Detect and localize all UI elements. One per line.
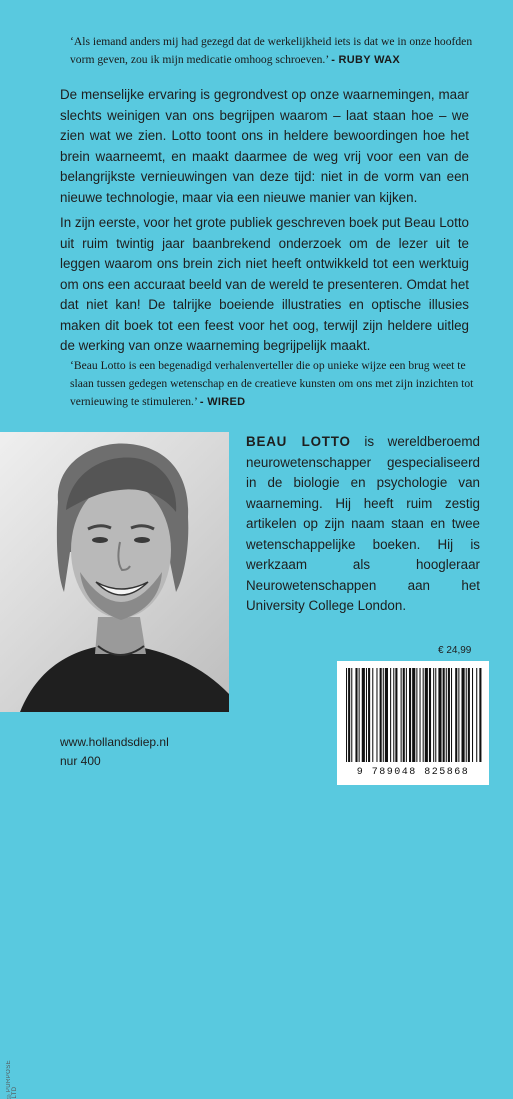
barcode-bar xyxy=(429,668,431,762)
barcode-bar xyxy=(366,668,367,762)
barcode-bar xyxy=(425,668,428,762)
barcode-bar xyxy=(385,668,388,762)
quote-text: ‘Als iemand anders mij had gezegd dat de werkelijkheid iets is dat we in onze hoofden vorm geven, zou ik mijn medicatie omhoog schroeven.’ xyxy=(70,35,473,66)
barcode-bar xyxy=(458,668,459,762)
barcode-bar xyxy=(435,668,436,762)
barcode-bar xyxy=(346,668,347,762)
barcode-bar xyxy=(412,668,415,762)
barcode-bar xyxy=(455,668,457,762)
barcode-bar xyxy=(420,668,421,762)
author-name: BEAU LOTTO xyxy=(246,434,351,449)
isbn-barcode xyxy=(337,661,489,785)
barcode-bar xyxy=(362,668,365,762)
barcode-bar xyxy=(433,668,434,762)
barcode-bar xyxy=(448,668,450,762)
price-label: € 24,99 xyxy=(438,645,472,656)
barcode-bar xyxy=(468,668,470,762)
barcode-bar xyxy=(451,668,452,762)
quote-ruby-wax xyxy=(70,33,490,69)
barcode-bars xyxy=(342,668,484,764)
quote-wired xyxy=(70,357,490,411)
description-paragraph-2: In zijn eerste, voor het grote publiek geschreven boek put Beau Lotto uit ruim twintig jaar baanbrekend onderzoek om de lezer uit te leggen waarom ons brein zich niet heeft ontwikkeld tot een werktuig om ons een accuraat beeld van de wereld te presenteren. Omdat het dat niet kan! De talrijke boeiende illustraties en optische illusies maken dit boek tot een feest voor het oog, terwijl zijn heldere uitleg de werking van onze waarneming begrijpelijk maakt. xyxy=(60,215,469,353)
barcode-bar xyxy=(406,668,407,762)
quote-attribution: - RUBY WAX xyxy=(331,54,401,66)
barcode-bar xyxy=(383,668,384,762)
barcode-bar xyxy=(359,668,360,762)
barcode-bar xyxy=(472,668,473,762)
publisher-website: www.hollandsdiep.nl xyxy=(60,735,169,749)
barcode-bar xyxy=(372,668,373,762)
barcode-bar xyxy=(395,668,397,762)
barcode-bar xyxy=(476,668,477,762)
photo-credit: ©PURPOSE LTD xyxy=(6,1060,18,1099)
barcode-bar xyxy=(355,668,357,762)
barcode-bar xyxy=(443,668,445,762)
author-bio-text: is wereldberoemd neurowetenschapper gespecialiseerd in de biologie en psychologie van waarneming. Hij heeft ruim zestig artikelen op zijn naam staan en twee wetenschappelijke boeken. Hij is werkzaam als hoogleraar Neurowetenschappen aan het University College London. xyxy=(246,434,480,613)
quote-text: ‘Beau Lotto is een begenadigd verhalenverteller die op unieke wijze een brug weet te slaan tussen gedegen wetenschap en de creatieve kunsten om ons met zijn inzichten tot vernieuwing te stimuleren.’ xyxy=(70,359,474,408)
barcode-bar xyxy=(479,668,481,762)
barcode-bar xyxy=(462,668,465,762)
barcode-bar xyxy=(401,668,402,762)
barcode-bar xyxy=(416,668,417,762)
author-portrait-illustration xyxy=(0,432,229,712)
description-paragraph-1: De menselijke ervaring is gegrondvest op onze waarnemingen, maar slechts weinigen van ons begrijpen waarom – laat staan hoe – we zien wat we zien. Lotto toont ons in heldere bewoordingen hoe het brein waarneemt, en maakt daarmee de weg vrij voor een van de belangrijkste vernieuwingen van deze tijd: niet in de vorm van een nieuwe technologie, maar via een nieuwe manier van kijken. xyxy=(60,87,469,205)
barcode-bar xyxy=(351,668,352,762)
author-bio xyxy=(246,432,480,617)
barcode-bar xyxy=(438,668,441,762)
barcode-bar xyxy=(348,668,350,762)
barcode-bar xyxy=(390,668,391,762)
barcode-bar xyxy=(368,668,370,762)
barcode-bar xyxy=(376,668,377,762)
barcode-bar xyxy=(380,668,382,762)
isbn-number: 9 789048 825868 xyxy=(356,767,470,778)
barcode-bar xyxy=(409,668,411,762)
barcode-bar xyxy=(423,668,424,762)
nur-code: nur 400 xyxy=(60,754,101,768)
quote-attribution: - WIRED xyxy=(199,396,246,408)
barcode-bar xyxy=(446,668,447,762)
barcode-bar xyxy=(393,668,394,762)
barcode-bar xyxy=(466,668,467,762)
barcode-bar xyxy=(403,668,405,762)
